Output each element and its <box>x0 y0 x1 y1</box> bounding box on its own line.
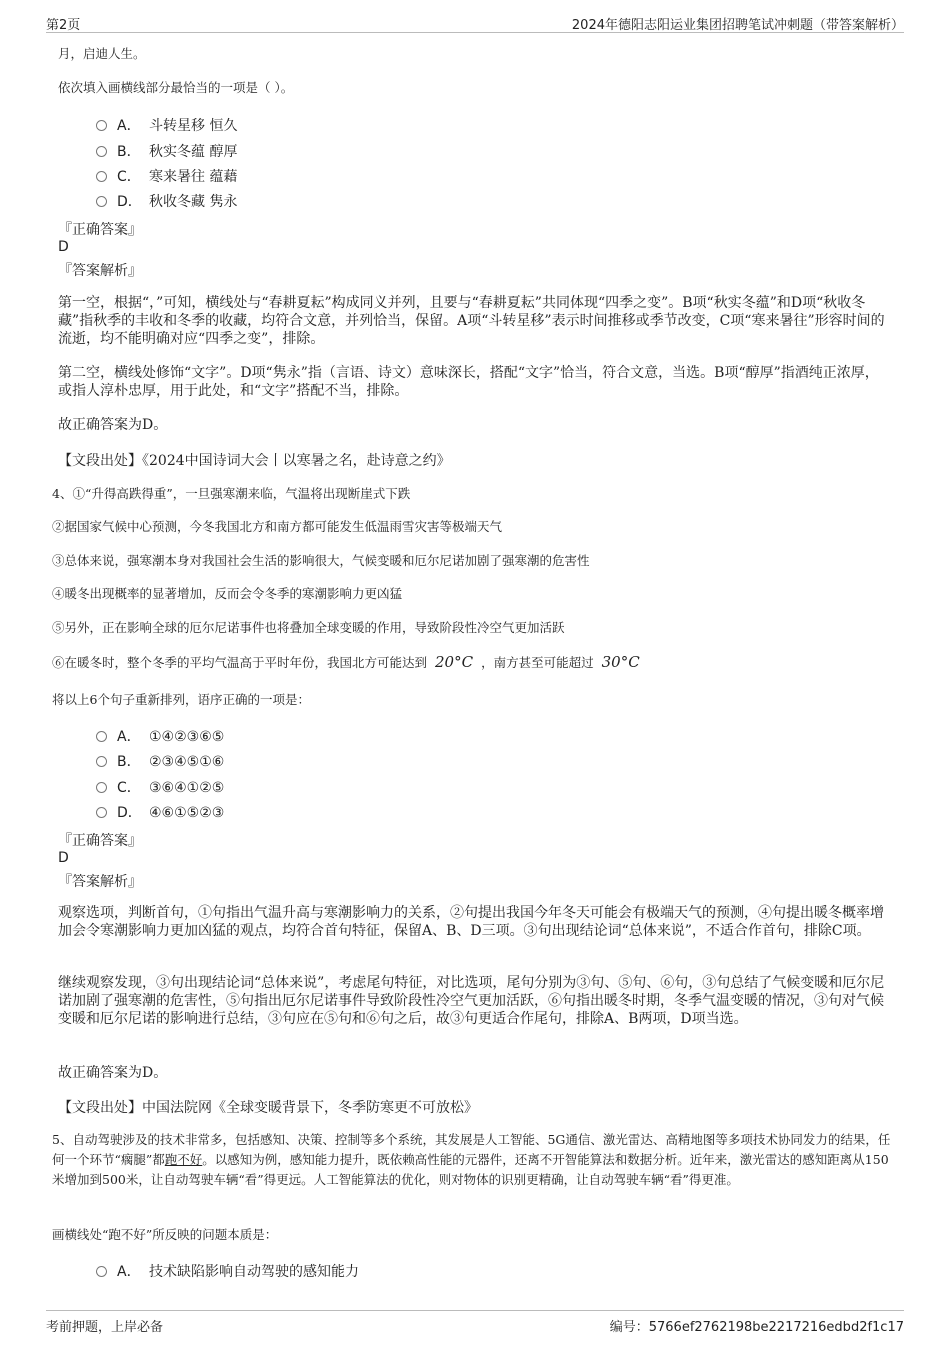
question-passage: 5、自动驾驶涉及的技术非常多，包括感知、决策、控制等多个系统，其发展是人工智能、5G通信、激光雷达、高精地图等多项技术协同发力的结果，任何一个环节“瘸腿”都跑不好。以感知为例，感知能力提升，既依赖高性能的元器件，还离不开智能算法和数据分析。近年来，激光雷达的感知距离从150米增加到500米，让自动驾驶车辆“看”得更远。人工智能算法的优化，则对物体的识别更精确，让自动驾驶车辆“看”得更准。 <box>52 1132 891 1187</box>
radio-icon[interactable] <box>96 120 107 131</box>
document-id: 编号：5766ef2762198be2217216edbd2f1c17 <box>609 1320 904 1335</box>
answer-value: D <box>58 850 69 866</box>
option-b[interactable]: B． ②③④⑤①⑥ <box>96 751 224 771</box>
sentence-4: ④暖冬出现概率的显著增加，反而会令冬季的寒潮影响力更凶猛 <box>52 586 403 601</box>
temperature-south: 30°C <box>601 653 640 671</box>
option-a[interactable]: A． ①④②③⑥⑤ <box>96 726 224 746</box>
option-d[interactable]: D． 秋收冬藏 隽永 <box>96 191 237 211</box>
option-c[interactable]: C． 寒来暑往 蕴藉 <box>96 166 237 186</box>
answer-label: 『正确答案』 <box>58 222 142 238</box>
radio-icon[interactable] <box>96 731 107 742</box>
sentence-1: 4、①“升得高跌得重”，一旦强寒潮来临，气温将出现断崖式下跌 <box>52 486 411 501</box>
sentence-2: ②据国家气候中心预测，今冬我国北方和南方都可能发生低温雨雪灾害等极端天气 <box>52 519 503 534</box>
radio-icon[interactable] <box>96 146 107 157</box>
page-header <box>46 12 904 33</box>
radio-icon[interactable] <box>96 782 107 793</box>
answer-label: 『正确答案』 <box>58 833 142 849</box>
analysis-paragraph: 观察选项，判断首句，①句指出气温升高与寒潮影响力的关系，②句提出我国今年冬天可能会有极端天气的预测，④句提出暖冬概率增加会令寒潮影响力更加凶猛的观点，均符合首句特征，保留A、B、D三项。③句出现结论词“总体来说”，不适合作首句，排除C项。 <box>58 905 884 939</box>
analysis-label: 『答案解析』 <box>58 874 142 890</box>
option-a[interactable]: A． 斗转星移 恒久 <box>96 115 237 135</box>
option-c[interactable]: C． ③⑥④①②⑤ <box>96 777 224 797</box>
conclusion: 故正确答案为D。 <box>58 1065 168 1081</box>
source-citation: 【文段出处】中国法院网《全球变暖背景下，冬季防寒更不可放松》 <box>58 1100 478 1116</box>
question-prompt: 依次填入画横线部分最恰当的一项是（ ）。 <box>58 80 294 95</box>
question-prompt: 将以上6个句子重新排列，语序正确的一项是： <box>52 692 310 707</box>
page-number: 第2页 <box>46 18 81 33</box>
radio-icon[interactable] <box>96 756 107 767</box>
sentence-3: ③总体来说，强寒潮本身对我国社会生活的影响很大，气候变暖和厄尔尼诺加剧了强寒潮的危害性 <box>52 553 590 568</box>
answer-value: D <box>58 239 69 255</box>
sentence-5: ⑤另外，正在影响全球的厄尔尼诺事件也将叠加全球变暖的作用，导致阶段性冷空气更加活跃 <box>52 620 565 635</box>
source-citation: 【文段出处】《2024中国诗词大会丨以寒暑之名，赴诗意之约》 <box>58 453 451 469</box>
footer-slogan: 考前押题，上岸必备 <box>46 1320 164 1335</box>
page-footer <box>46 1310 904 1335</box>
question-prompt: 画横线处“跑不好”所反映的问题本质是： <box>52 1227 278 1242</box>
option-d[interactable]: D． ④⑥①⑤②③ <box>96 802 224 822</box>
sentence-6: ⑥在暖冬时，整个冬季的平均气温高于平时年份，我国北方可能达到 20°C ，南方甚至可能超过 30°C <box>52 653 640 671</box>
conclusion: 故正确答案为D。 <box>58 417 168 433</box>
option-a[interactable]: A． 技术缺陷影响自动驾驶的感知能力 <box>96 1261 359 1281</box>
radio-icon[interactable] <box>96 196 107 207</box>
passage-continuation: 月，启迪人生。 <box>58 46 146 61</box>
document-title: 2024年德阳志阳运业集团招聘笔试冲刺题（带答案解析） <box>571 18 904 33</box>
analysis-label: 『答案解析』 <box>58 263 142 279</box>
option-b[interactable]: B． 秋实冬蕴 醇厚 <box>96 141 237 161</box>
radio-icon[interactable] <box>96 171 107 182</box>
radio-icon[interactable] <box>96 807 107 818</box>
analysis-paragraph: 第二空，横线处修饰“文字”。D项“隽永”指（言语、诗文）意味深长，搭配“文字”恰当，符合文意，当选。B项“醇厚”指酒纯正浓厚，或指人淳朴忠厚，用于此处，和“文字”搭配不当，排除。 <box>58 365 879 399</box>
analysis-paragraph: 继续观察发现，③句出现结论词“总体来说”，考虑尾句特征，对比选项，尾句分别为③句、⑤句、⑥句，③句总结了气候变暖和厄尔尼诺加剧了强寒潮的危害性，⑤句指出厄尔尼诺事件导致阶段性冷空气更加活跃，⑥句指出暖冬时期，冬季气温变暖的情况，③句对气候变暖和厄尔尼诺的影响进行总结，③句应在⑤句和⑥句之后，故③句更适合作尾句，排除A、B两项，D项当选。 <box>58 975 885 1027</box>
underlined-phrase: 跑不好 <box>164 1152 203 1167</box>
analysis-paragraph: 第一空，根据“，”可知，横线处与“春耕夏耘”构成同义并列，且要与“春耕夏耘”共同体现“四季之变”。B项“秋实冬蕴”和D项“秋收冬藏”指秋季的丰收和冬季的收藏，均符合文意，并列恰当，保留。A项“斗转星移”表示时间推移或季节改变，C项“寒来暑往”形容时间的流逝，均不能明确对应“四季之变”，排除。 <box>58 295 885 347</box>
radio-icon[interactable] <box>96 1266 107 1277</box>
temperature-north: 20°C <box>435 653 474 671</box>
